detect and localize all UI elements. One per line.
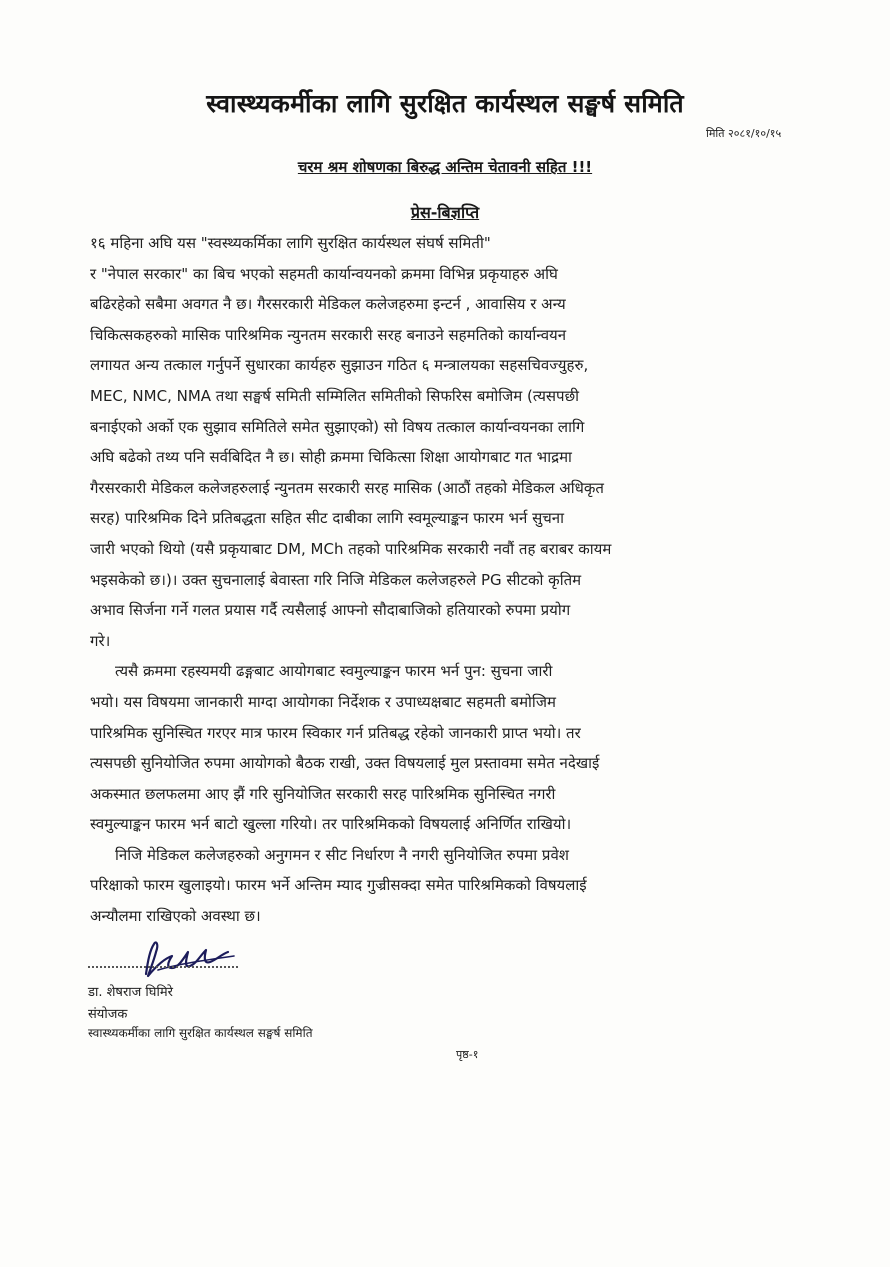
document-title: स्वास्थ्यकर्मीका लागि सुरक्षित कार्यस्थल सङ्घर्ष समिति [206,89,684,118]
page-number: पृष्ठ-१ [456,1048,479,1061]
body-line: त्यसपछी सुनियोजित रुपमा आयोगको बैठक राखी, उक्त विषयलाई मुल प्रस्तावमा समेत नदेखाई [90,754,600,773]
body-line: चिकित्सकहरुको मासिक पारिश्रमिक न्युनतम सरकारी सरह बनाउने सहमतिको कार्यान्वयन [90,325,567,344]
press-release-heading: प्रेस-बिज्ञप्ति [410,203,480,222]
body-line: निजि मेडिकल कलेजहरुको अनुगमन र सीट निर्धारण नै नगरी सुनियोजित रुपमा प्रवेश [115,845,569,864]
body-line: बनाईएको अर्को एक सुझाव समितिले समेत सुझाएको) सो विषय तत्काल कार्यान्वयनका लागि [90,417,585,436]
body-line: स्वमुल्याङ्कन फारम भर्न बाटो खुल्ला गरियो। तर पारिश्रमिकको विषयलाई अनिर्णित राखियो। [90,815,572,834]
signer-organization: स्वास्थ्यकर्मीका लागि सुरक्षित कार्यस्थल सङ्घर्ष समिति [88,1026,313,1040]
signer-role: संयोजक [88,1007,128,1022]
signature-line [88,966,238,968]
body-line: जारी भएको थियो (यसै प्रकृयाबाट DM, MCh तहको पारिश्रमिक सरकारी नवौं तह बराबर कायम [90,539,612,558]
body-line: भयो। यस विषयमा जानकारी माग्दा आयोगका निर्देशक र उपाध्यक्षबाट सहमती बमोजिम [90,692,556,711]
body-line: बढिरहेको सबैमा अवगत नै छ। गैरसरकारी मेडिकल कलेजहरुमा इन्टर्न , आवासिय र अन्य [90,295,566,314]
document-body [90,228,828,932]
body-line: त्यसै क्रममा रहस्यमयी ढङ्गबाट आयोगबाट स्वमुल्याङ्कन फारम भर्न पुन: सुचना जारी [115,662,553,681]
body-line: अन्यौलमा राखिएको अवस्था छ। [90,907,261,926]
body-line: परिक्षाको फारम खुलाइयो। फारम भर्ने अन्तिम म्याद गुज्रीसक्दा समेत पारिश्रमिकको विषयलाई [90,876,587,895]
body-line: सरह) पारिश्रमिक दिने प्रतिबद्धता सहित सीट दाबीका लागि स्वमूल्याङ्कन फारम भर्न सुचना [90,509,565,528]
handwritten-signature [88,930,248,985]
document-date: मिति २०८१/१०/१५ [706,127,782,140]
body-line: भइसकेको छ।)। उक्त सुचनालाई बेवास्ता गरि निजि मेडिकल कलेजहरुले PG सीटको कृतिम [90,570,582,589]
signer-name: डा. शेषराज घिमिरे [88,985,173,1000]
body-line: गरे। [90,631,111,650]
body-line: र "नेपाल सरकार" का बिच भएको सहमती कार्यान्वयनको क्रममा विभिन्न प्रकृयाहरु अघि [90,264,558,283]
document-subtitle: चरम श्रम शोषणका बिरुद्ध अन्तिम चेतावनी सहित !!! [297,158,593,176]
body-line: अघि बढेको तथ्य पनि सर्वबिदित नै छ। सोही क्रममा चिकित्सा शिक्षा आयोगबाट गत भाद्रमा [90,448,572,467]
body-line: पारिश्रमिक सुनिस्चित गरएर मात्र फारम स्विकार गर्न प्रतिबद्ध रहेको जानकारी प्राप्त भयो। तर [90,723,581,742]
body-line: १६ महिना अघि यस "स्वस्थ्यकर्मिका लागि सुरक्षित कार्यस्थल संघर्ष समिती" [90,234,491,252]
body-line: MEC, NMC, NMA तथा सङ्घर्ष समिती सम्मिलित समितीको सिफरिस बमोजिम (त्यसपछी [90,386,579,405]
body-line: अभाव सिर्जना गर्ने गलत प्रयास गर्दै त्यसैलाई आफ्नो सौदाबाजिको हतियारको रुपमा प्रयोग [90,601,571,620]
signature-block [88,930,508,1050]
body-line: लगायत अन्य तत्काल गर्नुपर्ने सुधारका कार्यहरु सुझाउन गठित ६ मन्त्रालयका सहसचिवज्युहरु, [90,356,589,375]
body-line: अकस्मात छलफलमा आए झैं गरि सुनियोजित सरकारी सरह पारिश्रमिक सुनिस्चित नगरी [90,784,556,803]
body-line: गैरसरकारी मेडिकल कलेजहरुलाई न्युनतम सरकारी सरह मासिक (आठौं तहको मेडिकल अधिकृत [90,478,604,497]
